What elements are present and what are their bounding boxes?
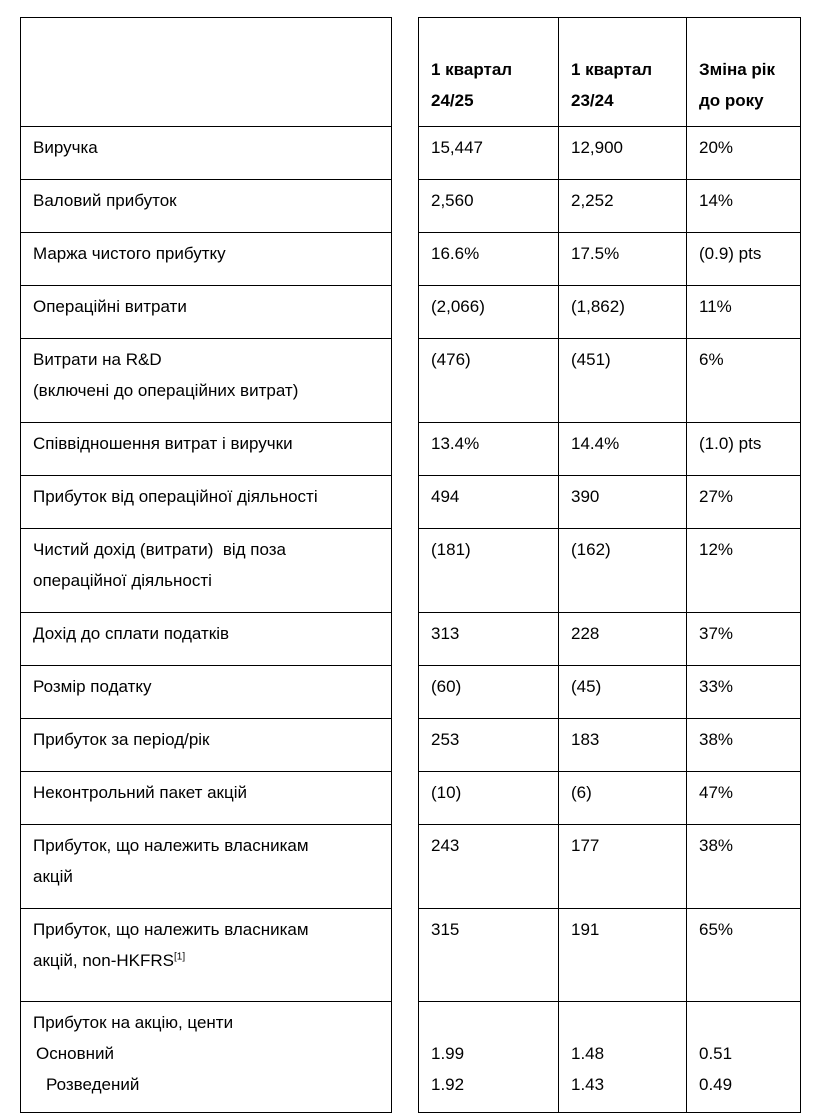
row-label-line: Розмір податку (33, 677, 152, 696)
table-body (21, 18, 801, 1113)
table-row (21, 613, 801, 666)
value-q1-2324: 390 (559, 476, 687, 529)
row-label-line (33, 945, 379, 976)
value-yoy: 20% (687, 127, 801, 180)
header-label-cell (21, 18, 392, 127)
value-q1-2324: 2,252 (559, 180, 687, 233)
eps-basic-value: 0.51 (699, 1044, 733, 1063)
value-yoy: (0.9) pts (687, 233, 801, 286)
eps-basic-label: Основний (36, 1044, 114, 1063)
value-q1-2324: 14.4% (559, 423, 687, 476)
column-gap (392, 339, 419, 423)
table-row (21, 286, 801, 339)
eps-yoy (687, 1002, 801, 1113)
value-q1-2324: 17.5% (559, 233, 687, 286)
row-label-line: Неконтрольний пакет акцій (33, 783, 247, 802)
column-gap (392, 18, 419, 127)
financial-table-container (20, 17, 801, 1113)
value-yoy: 12% (687, 529, 801, 613)
table-row (21, 529, 801, 613)
eps-diluted-value: 1.92 (431, 1075, 465, 1094)
value-q1-2425: (10) (419, 772, 559, 825)
column-gap (392, 233, 419, 286)
column-gap (392, 719, 419, 772)
eps-diluted-value: 1.43 (571, 1075, 605, 1094)
financial-summary-table (20, 17, 801, 1113)
table-row (21, 339, 801, 423)
value-q1-2324: 177 (559, 825, 687, 909)
table-row (21, 719, 801, 772)
value-q1-2425: 253 (419, 719, 559, 772)
row-label-line: операційної діяльності (33, 571, 212, 590)
row-label-line: Дохід до сплати податків (33, 624, 230, 643)
row-label-line: Співвідношення витрат і виручки (33, 434, 293, 453)
header-line: 24/25 (431, 91, 474, 110)
value-yoy: 14% (687, 180, 801, 233)
column-gap (392, 529, 419, 613)
column-gap (392, 613, 419, 666)
column-gap (392, 286, 419, 339)
row-label (21, 529, 392, 613)
table-row (21, 127, 801, 180)
row-label (21, 476, 392, 529)
value-yoy: 33% (687, 666, 801, 719)
table-row (21, 476, 801, 529)
value-yoy: 37% (687, 613, 801, 666)
row-label-line: Операційні витрати (33, 297, 187, 316)
row-label-line: Прибуток, що належить власникам (33, 920, 309, 939)
value-q1-2425: 2,560 (419, 180, 559, 233)
value-q1-2425: (60) (419, 666, 559, 719)
row-label (21, 233, 392, 286)
table-row (21, 423, 801, 476)
row-label-line: Маржа чистого прибутку (33, 244, 226, 263)
value-q1-2425: 16.6% (419, 233, 559, 286)
row-label (21, 180, 392, 233)
row-label (21, 127, 392, 180)
eps-diluted-value: 0.49 (699, 1075, 733, 1094)
column-gap (392, 1002, 419, 1113)
value-q1-2324: (162) (559, 529, 687, 613)
row-label-line: Виручка (33, 138, 98, 157)
row-label-line: Чистий дохід (витрати) від поза (33, 540, 286, 559)
header-q1-2324 (559, 18, 687, 127)
value-yoy: 38% (687, 825, 801, 909)
header-row (21, 18, 801, 127)
row-label (21, 719, 392, 772)
table-row (21, 772, 801, 825)
value-q1-2425: (476) (419, 339, 559, 423)
row-label (21, 339, 392, 423)
row-label-line: Витрати на R&D (33, 350, 162, 369)
column-gap (392, 666, 419, 719)
row-label (21, 423, 392, 476)
value-yoy: (1.0) pts (687, 423, 801, 476)
header-line: 23/24 (571, 91, 614, 110)
row-label-line: Прибуток за період/рік (33, 730, 210, 749)
table-row (21, 180, 801, 233)
value-q1-2425: 494 (419, 476, 559, 529)
value-q1-2324: (451) (559, 339, 687, 423)
value-q1-2425: (181) (419, 529, 559, 613)
spacer (699, 1007, 788, 1038)
row-label-line: Валовий прибуток (33, 191, 177, 210)
column-gap (392, 909, 419, 1002)
value-q1-2324: 191 (559, 909, 687, 1002)
spacer (571, 1007, 674, 1038)
eps-q1-2425 (419, 1002, 559, 1113)
eps-q1-2324 (559, 1002, 687, 1113)
column-gap (392, 772, 419, 825)
header-q1-2425 (419, 18, 559, 127)
row-label-line: акцій (33, 867, 73, 886)
value-q1-2425: 315 (419, 909, 559, 1002)
header-yoy (687, 18, 801, 127)
header-line: до року (699, 91, 764, 110)
row-label (21, 613, 392, 666)
row-label (21, 772, 392, 825)
column-gap (392, 476, 419, 529)
value-q1-2425: (2,066) (419, 286, 559, 339)
header-line: Зміна рік (699, 60, 776, 79)
footnote-reference[interactable]: [1] (174, 951, 186, 963)
value-q1-2324: (45) (559, 666, 687, 719)
header-line: 1 квартал (571, 60, 653, 79)
value-yoy: 38% (687, 719, 801, 772)
value-q1-2324: 183 (559, 719, 687, 772)
value-q1-2324: (1,862) (559, 286, 687, 339)
row-label (21, 825, 392, 909)
column-gap (392, 825, 419, 909)
value-yoy: 47% (687, 772, 801, 825)
value-q1-2324: (6) (559, 772, 687, 825)
column-gap (392, 423, 419, 476)
row-label (21, 286, 392, 339)
row-label-line: Прибуток, що належить власникам (33, 836, 309, 855)
value-q1-2425: 15,447 (419, 127, 559, 180)
value-q1-2324: 12,900 (559, 127, 687, 180)
row-label (21, 909, 392, 1002)
row-label-line: (включені до операційних витрат) (33, 381, 299, 400)
eps-title: Прибуток на акцію, центи (33, 1013, 234, 1032)
column-gap (392, 127, 419, 180)
value-q1-2324: 228 (559, 613, 687, 666)
eps-label-cell (21, 1002, 392, 1113)
row-label (21, 666, 392, 719)
spacer (431, 1007, 546, 1038)
value-q1-2425: 243 (419, 825, 559, 909)
value-yoy: 6% (687, 339, 801, 423)
table-row (21, 825, 801, 909)
table-row (21, 233, 801, 286)
eps-diluted-label: Розведений (46, 1075, 140, 1094)
value-q1-2425: 13.4% (419, 423, 559, 476)
eps-basic-value: 1.99 (431, 1044, 465, 1063)
value-yoy: 27% (687, 476, 801, 529)
value-q1-2425: 313 (419, 613, 559, 666)
eps-basic-value: 1.48 (571, 1044, 605, 1063)
row-label-text: акцій, non-HKFRS (33, 951, 174, 970)
value-yoy: 65% (687, 909, 801, 1002)
column-gap (392, 180, 419, 233)
header-line: 1 квартал (431, 60, 513, 79)
row-label-line: Прибуток від операційної діяльності (33, 487, 318, 506)
table-row-non-hkfrs (21, 909, 801, 1002)
table-row (21, 666, 801, 719)
table-row-eps (21, 1002, 801, 1113)
value-yoy: 11% (687, 286, 801, 339)
